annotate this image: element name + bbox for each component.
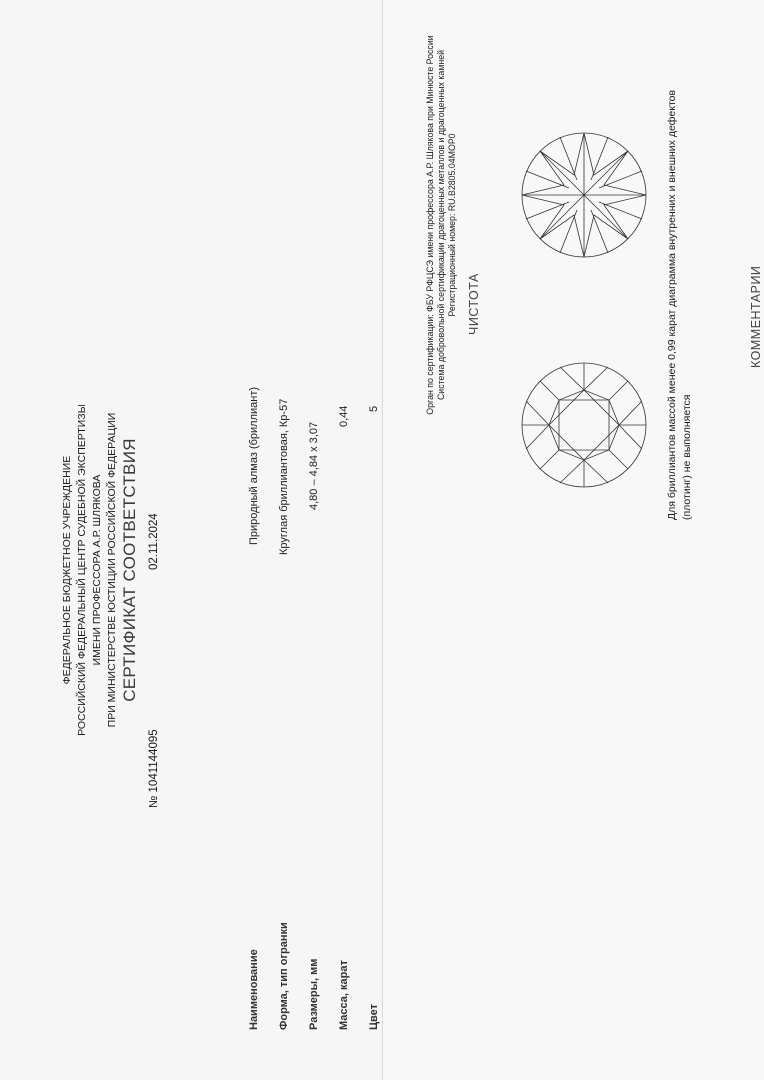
org-line: ПРИ МИНИСТЕРСТВЕ ЮСТИЦИИ РОССИЙСКОЙ ФЕДЕРАЦИИ — [106, 412, 118, 728]
row-value-shape: Круглая бриллиантовая, Кр-57 — [278, 398, 290, 555]
back-page-content — [383, 0, 764, 1080]
row-label-shape: Форма, тип огранки — [278, 922, 290, 1030]
certification-body-header — [425, 15, 458, 435]
clarity-note-line: Для бриллиантов массой менее 0,99 карат диаграмма внутренних и внешних дефектов — [666, 89, 678, 520]
clarity-crown-diagram — [519, 360, 649, 490]
certificate-date: 02.11.2024 — [148, 513, 160, 570]
cert-line: Система добровольной сертификации драгоценных металлов и драгоценных камней — [436, 49, 446, 401]
row-label-size: Размеры, мм — [308, 958, 320, 1030]
certificate-back-page — [382, 0, 764, 1080]
org-line: РОССИЙСКИЙ ФЕДЕРАЛЬНЫЙ ЦЕНТР СУДЕБНОЙ ЭКСПЕРТИЗЫ — [76, 404, 88, 736]
clarity-pavilion-diagram — [519, 130, 649, 260]
org-line: ИМЕНИ ПРОФЕССОРА А.Р. ШЛЯКОВА — [91, 474, 103, 666]
clarity-title: ЧИСТОТА — [467, 273, 481, 335]
organization-header — [60, 360, 120, 780]
row-value-size: 4,80 – 4,84 x 3,07 — [308, 421, 320, 510]
row-label-color: Цвет — [368, 1003, 380, 1030]
row-value-name: Природный алмаз (бриллиант) — [248, 386, 260, 545]
clarity-note-line: (плотинг) не выполняется — [681, 394, 693, 520]
row-label-carat: Масса, карат — [338, 960, 350, 1030]
row-value-color: 5 — [368, 405, 380, 412]
comments-title: КОММЕНТАРИИ — [749, 265, 763, 368]
certificate-number: № 1041144095 — [148, 729, 160, 808]
row-value-carat: 0,44 — [338, 405, 350, 427]
row-label-name: Наименование — [248, 949, 260, 1030]
clarity-note — [665, 90, 695, 520]
cert-line: Орган по сертификации: ФБУ РФЦСЭ имени профессора А.Р. Шлякова при Минюсте России — [425, 35, 435, 415]
cert-line: Регистрационный номер: RU.B2805.04МОР0 — [447, 133, 457, 317]
org-line: ФЕДЕРАЛЬНОЕ БЮДЖЕТНОЕ УЧРЕЖДЕНИЕ — [61, 455, 73, 685]
certificate-title: СЕРТИФИКАТ СООТВЕТСТВИЯ — [120, 438, 139, 702]
